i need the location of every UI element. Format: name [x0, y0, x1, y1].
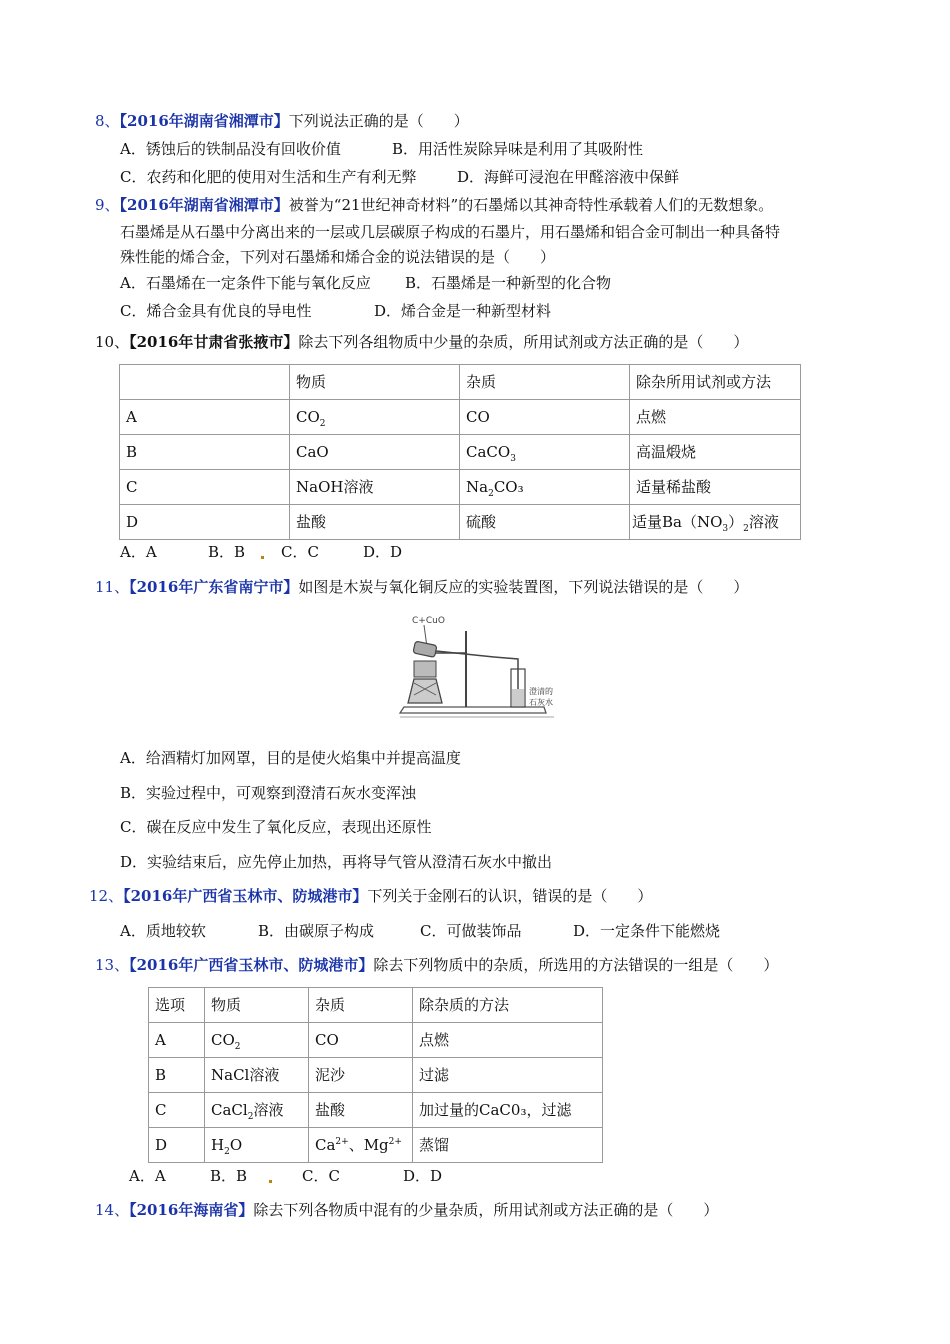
table-row [149, 1128, 603, 1163]
row-label: D [149, 1128, 205, 1163]
table-header-cell: 除杂质的方法 [413, 988, 603, 1023]
q10-answer-b: B．B [208, 543, 246, 561]
substance-cell: $CO_2$ [205, 1023, 309, 1058]
q8-option-a: A．锈蚀后的铁制品没有回收价值 [120, 140, 341, 158]
impurity-cell: $Ca^{2+}$、$Mg^{2+}$ [309, 1128, 413, 1163]
q13-answer-a: A．A [129, 1167, 166, 1185]
table-header-cell: 杂质 [309, 988, 413, 1023]
question-10-stem [95, 335, 748, 350]
row-label: B [149, 1058, 205, 1093]
q8-option-d: D．海鲜可浸泡在甲醛溶液中保鲜 [457, 168, 680, 186]
figure-label-reactants: C+CuO [412, 616, 445, 626]
q11-option-a: A．给酒精灯加网罩，目的是使火焰集中并提高温度 [120, 749, 461, 767]
row-label: D [120, 505, 290, 540]
substance-cell: CaO [290, 435, 460, 470]
question-text: 下列关于金刚石的认识，错误的是（ ） [367, 887, 653, 905]
stray-mark [269, 1180, 272, 1183]
question-source: 【2016年湖南省湘潭市】 [119, 196, 289, 214]
question-12-stem [89, 889, 652, 904]
method-cell: 点燃 [630, 400, 801, 435]
question-source: 【2016年湖南省湘潭市】 [119, 112, 289, 130]
question-number: 12、 [89, 887, 124, 905]
impurity-cell: 泥沙 [309, 1058, 413, 1093]
impurity-cell: $Na_2CO_3$ [460, 470, 630, 505]
table-row [149, 1023, 603, 1058]
q9-option-d: D．烯合金是一种新型材料 [374, 302, 552, 320]
table-header-cell: 除杂所用试剂或方法 [630, 365, 801, 400]
question-text: 下列说法正确的是（ ） [288, 112, 469, 130]
q10-table [119, 364, 801, 540]
question-source: 【2016年广东省南宁市】 [129, 578, 299, 596]
impurity-cell: CO [460, 400, 630, 435]
question-text: 除去下列各组物质中少量的杂质，所用试剂或方法正确的是（ ） [298, 333, 749, 351]
row-label: C [120, 470, 290, 505]
q10-answer-c: C．C [281, 543, 319, 561]
table-header-cell: 物质 [205, 988, 309, 1023]
method-cell: 加过量的CaC0₃，过滤 [413, 1093, 603, 1128]
table-row [149, 1058, 603, 1093]
table-row [120, 435, 801, 470]
question-14-stem [95, 1203, 718, 1218]
figure-label-limewater-1: 澄清的 [529, 687, 553, 696]
substance-cell: 盐酸 [290, 505, 460, 540]
table-header-cell: 物质 [290, 365, 460, 400]
question-source: 【2016年海南省】 [129, 1201, 254, 1219]
q11-option-c: C．碳在反应中发生了氧化反应，表现出还原性 [120, 818, 432, 836]
question-9-stem-line-3: 殊性能的烯合金，下列对石墨烯和烯合金的说法错误的是（ ） [120, 248, 556, 266]
substance-cell: NaOH溶液 [290, 470, 460, 505]
impurity-cell: CaCO$_3$ [460, 435, 630, 470]
q8-option-c: C．农药和化肥的使用对生活和生产有利无弊 [120, 168, 417, 186]
row-label: B [120, 435, 290, 470]
q9-option-a: A．石墨烯在一定条件下能与氧化反应 [120, 274, 371, 292]
question-text: 除去下列各物质中混有的少量杂质，所用试剂或方法正确的是（ ） [253, 1201, 719, 1219]
q13-answer-c: C．C [302, 1167, 340, 1185]
q8-option-b: B．用活性炭除异味是利用了其吸附性 [392, 140, 644, 158]
question-9-stem-line-2: 石墨烯是从石墨中分离出来的一层或几层碳原子构成的石墨片，用石墨烯和铝合金可制出一种具备特 [120, 223, 781, 241]
question-13-stem [95, 958, 778, 973]
question-number: 10、 [95, 333, 130, 351]
method-cell: 高温煅烧 [630, 435, 801, 470]
table-header-row [149, 988, 603, 1023]
question-8-stem [95, 114, 469, 129]
table-row [149, 1093, 603, 1128]
q13-table [148, 987, 603, 1163]
experiment-apparatus-figure [394, 607, 564, 723]
question-source: 【2016年广西省玉林市、防城港市】 [129, 956, 374, 974]
q10-answer-a: A．A [120, 543, 157, 561]
q11-option-d: D．实验结束后，应先停止加热，再将导气管从澄清石灰水中撤出 [120, 853, 553, 871]
substance-cell: $H_2O$ [205, 1128, 309, 1163]
q9-option-b: B．石墨烯是一种新型的化合物 [405, 274, 612, 292]
table-row [120, 400, 801, 435]
row-label: A [120, 400, 290, 435]
method-cell: 过滤 [413, 1058, 603, 1093]
substance-cell: $CO_2$ [290, 400, 460, 435]
question-number: 9、 [95, 196, 120, 214]
q12-option-b: B．由碳原子构成 [258, 922, 375, 940]
row-label: C [149, 1093, 205, 1128]
impurity-cell: CO [309, 1023, 413, 1058]
impurity-cell: 盐酸 [309, 1093, 413, 1128]
method-cell: 适量$Ba(NO_3)_2$溶液 [630, 505, 801, 540]
question-11-stem [95, 580, 748, 595]
q10-answer-d: D．D [363, 543, 403, 561]
question-number: 11、 [95, 578, 130, 596]
table-header-cell: 杂质 [460, 365, 630, 400]
table-header-cell [120, 365, 290, 400]
q9-option-c: C．烯合金具有优良的导电性 [120, 302, 312, 320]
row-label: A [149, 1023, 205, 1058]
question-text: 除去下列物质中的杂质，所选用的方法错误的一组是（ ） [373, 956, 779, 974]
q12-option-a: A．质地较软 [120, 922, 206, 940]
question-text: 被誉为“21世纪神奇材料”的石墨烯以其神奇特性承载着人们的无数想象。 [288, 196, 774, 214]
table-header-cell: 选项 [149, 988, 205, 1023]
question-text: 如图是木炭与氧化铜反应的实验装置图，下列说法错误的是（ ） [298, 578, 749, 596]
method-cell: 适量稀盐酸 [630, 470, 801, 505]
question-number: 14、 [95, 1201, 130, 1219]
substance-cell: NaCl溶液 [205, 1058, 309, 1093]
question-number: 13、 [95, 956, 130, 974]
impurity-cell: 硫酸 [460, 505, 630, 540]
question-9-stem [95, 198, 773, 213]
q13-answer-b: B．B [210, 1167, 248, 1185]
q11-option-b: B．实验过程中，可观察到澄清石灰水变浑浊 [120, 784, 417, 802]
question-source: 【2016年广西省玉林市、防城港市】 [123, 887, 368, 905]
figure-label-limewater-2: 石灰水 [529, 698, 553, 707]
substance-cell: CaCl$_2$溶液 [205, 1093, 309, 1128]
q12-option-d: D．一定条件下能燃烧 [573, 922, 721, 940]
table-row [120, 470, 801, 505]
method-cell: 蒸馏 [413, 1128, 603, 1163]
q12-option-c: C．可做装饰品 [420, 922, 522, 940]
stray-mark [261, 556, 264, 559]
table-row [120, 505, 801, 540]
table-header-row [120, 365, 801, 400]
question-source: 【2016年甘肃省张掖市】 [129, 333, 299, 351]
method-cell: 点燃 [413, 1023, 603, 1058]
question-number: 8、 [95, 112, 120, 130]
q13-answer-d: D．D [403, 1167, 443, 1185]
